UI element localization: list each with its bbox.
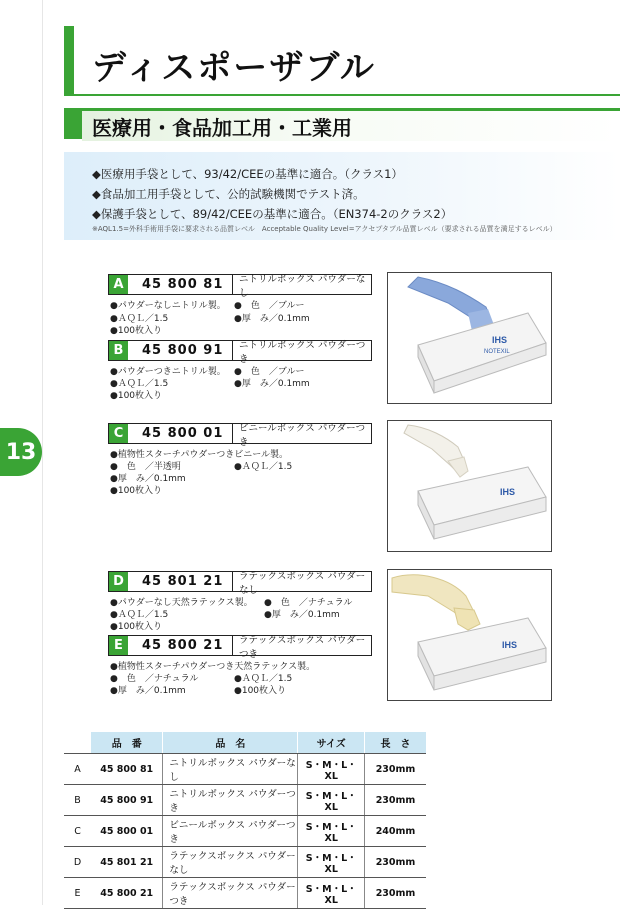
table-header-letter <box>64 732 91 754</box>
product-header-b <box>108 339 372 365</box>
page-margin-line <box>42 0 43 905</box>
product-letter: D <box>109 572 128 591</box>
row-length: 230mm <box>365 785 426 816</box>
page-number: 13 <box>5 439 37 465</box>
product-header-c <box>108 422 372 448</box>
nitrile-product-photo <box>387 272 552 404</box>
product-spec: ●パウダーなしニトリル製。 <box>110 301 226 311</box>
table-header-name: 品 名 <box>163 732 298 754</box>
product-spec: ●ＡＱＬ／1.5 <box>110 610 169 620</box>
page-title: ディスポーザブル <box>92 48 376 88</box>
box-brand-sub: NOTEXIL <box>484 349 510 355</box>
product-name: ラテックスボックス パウダーなし <box>239 570 366 596</box>
table-row <box>64 754 426 785</box>
table-row <box>64 878 426 909</box>
product-spec: ●パウダーなし天然ラテックス製。 <box>110 598 253 608</box>
latex-glove-box-image <box>388 570 551 700</box>
product-code: 45 800 21 <box>128 636 233 655</box>
row-name: ラテックスボックス パウダーつき <box>163 878 298 909</box>
product-spec-table <box>64 732 426 909</box>
latex-product-photo <box>387 569 552 701</box>
product-spec: ●100枚入り <box>110 391 163 401</box>
row-code: 45 800 81 <box>91 754 163 785</box>
row-letter: C <box>64 816 91 847</box>
product-name: ニトリルボックス パウダーつき <box>239 339 366 365</box>
nitrile-glove-box-image <box>388 273 551 403</box>
section-subtitle: 医療用・食品加工用・工業用 <box>92 116 352 140</box>
subtitle-top-rule <box>64 108 620 111</box>
row-size: S・M・L・XL <box>298 754 365 785</box>
row-length: 240mm <box>365 816 426 847</box>
row-name: ビニールボックス パウダーつき <box>163 816 298 847</box>
row-length: 230mm <box>365 754 426 785</box>
product-spec: ●厚 み／0.1mm <box>234 314 310 324</box>
row-code: 45 801 21 <box>91 847 163 878</box>
vinyl-glove-box-image <box>388 421 551 551</box>
product-spec: ●厚 み／0.1mm <box>110 686 186 696</box>
table-header-size: サイズ <box>298 732 365 754</box>
product-spec: ●100枚入り <box>234 686 287 696</box>
product-spec: ● 色 ／ナチュラル <box>110 674 199 684</box>
table-header-code: 品 番 <box>91 732 163 754</box>
row-length: 230mm <box>365 878 426 909</box>
row-size: S・M・L・XL <box>298 847 365 878</box>
row-letter: B <box>64 785 91 816</box>
product-code: 45 800 91 <box>128 341 233 360</box>
aql-note: ※AQL1.5=外科手術用手袋に要求される品質レベル Acceptable Quality Level=アクセプタブル品質レベル（要求される品質を満足するレベル） <box>92 225 557 233</box>
intro-bullet: ◆医療用手袋として、93/42/CEEの基準に適合。（クラス1） <box>92 167 403 181</box>
product-code: 45 801 21 <box>128 572 233 591</box>
row-name: ラテックスボックス パウダーなし <box>163 847 298 878</box>
box-brand: IHS <box>502 640 518 650</box>
product-spec: ●ＡＱＬ／1.5 <box>234 674 293 684</box>
product-spec: ●100枚入り <box>110 622 163 632</box>
row-size: S・M・L・XL <box>298 816 365 847</box>
product-spec: ●100枚入り <box>110 486 163 496</box>
box-brand: IHS <box>500 487 516 497</box>
row-length: 230mm <box>365 847 426 878</box>
product-spec: ● 色 ／ブルー <box>234 367 305 377</box>
product-letter: E <box>109 636 128 655</box>
product-spec: ●ＡＱＬ／1.5 <box>234 462 293 472</box>
title-accent-bar <box>64 26 74 94</box>
row-size: S・M・L・XL <box>298 785 365 816</box>
product-letter: A <box>109 275 128 294</box>
product-spec: ● 色 ／ナチュラル <box>264 598 353 608</box>
product-spec: ●パウダーつきニトリル製。 <box>110 367 226 377</box>
product-spec: ●厚 み／0.1mm <box>264 610 340 620</box>
product-spec: ●厚 み／0.1mm <box>110 474 186 484</box>
product-spec: ● 色 ／半透明 <box>110 462 181 472</box>
product-spec: ●100枚入り <box>110 326 163 336</box>
vinyl-product-photo <box>387 420 552 552</box>
row-name: ニトリルボックス パウダーつき <box>163 785 298 816</box>
product-spec: ●ＡＱＬ／1.5 <box>110 379 169 389</box>
table-row <box>64 785 426 816</box>
product-letter: B <box>109 341 128 360</box>
product-header-a <box>108 273 372 299</box>
table-row <box>64 816 426 847</box>
table-header-row <box>64 732 426 754</box>
row-code: 45 800 91 <box>91 785 163 816</box>
row-letter: A <box>64 754 91 785</box>
product-name: ビニールボックス パウダーつき <box>239 422 366 448</box>
row-code: 45 800 01 <box>91 816 163 847</box>
row-letter: E <box>64 878 91 909</box>
row-letter: D <box>64 847 91 878</box>
title-underline <box>64 94 620 96</box>
row-code: 45 800 21 <box>91 878 163 909</box>
product-code: 45 800 01 <box>128 424 233 443</box>
subtitle-accent-block <box>64 111 82 139</box>
product-header-d <box>108 570 372 596</box>
page-number-tab <box>0 428 42 476</box>
table-row <box>64 847 426 878</box>
box-brand: IHS <box>492 335 508 345</box>
intro-bullet: ◆食品加工用手袋として、公的試験機関でテスト済。 <box>92 187 365 201</box>
product-spec: ●植物性スターチパウダーつきビニール製。 <box>110 450 289 460</box>
product-name: ラテックスボックス パウダーつき <box>239 634 366 660</box>
product-name: ニトリルボックス パウダーなし <box>239 273 366 299</box>
row-size: S・M・L・XL <box>298 878 365 909</box>
product-spec: ●ＡＱＬ／1.5 <box>110 314 169 324</box>
product-header-e <box>108 634 372 660</box>
product-spec: ●厚 み／0.1mm <box>234 379 310 389</box>
product-letter: C <box>109 424 128 443</box>
product-spec: ●植物性スターチパウダーつき天然ラテックス製。 <box>110 662 316 672</box>
product-spec: ● 色 ／ブルー <box>234 301 305 311</box>
row-name: ニトリルボックス パウダーなし <box>163 754 298 785</box>
table-header-length: 長 さ <box>365 732 426 754</box>
product-code: 45 800 81 <box>128 275 233 294</box>
intro-bullet: ◆保護手袋として、89/42/CEEの基準に適合。（EN374-2のクラス2） <box>92 207 453 221</box>
